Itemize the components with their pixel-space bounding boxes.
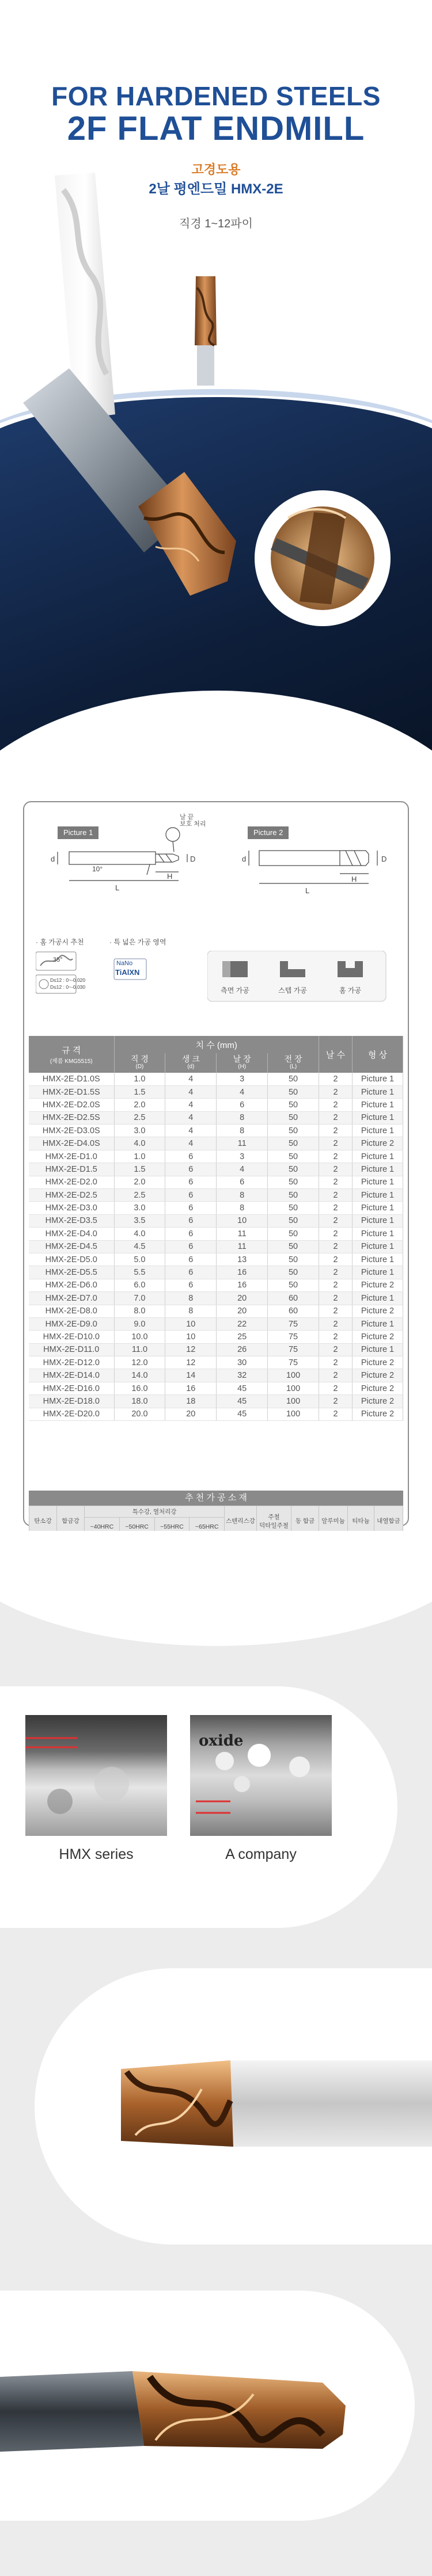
table-cell: 100 bbox=[268, 1382, 319, 1394]
col-dia-sym: (D) bbox=[135, 1064, 144, 1070]
table-cell: 8 bbox=[217, 1111, 268, 1124]
table-cell: 2 bbox=[319, 1292, 353, 1305]
table-cell: Picture 1 bbox=[353, 1317, 403, 1330]
table-cell: 2 bbox=[319, 1305, 353, 1317]
table-cell: 2 bbox=[319, 1253, 353, 1266]
hmx-micrograph bbox=[25, 1715, 167, 1836]
table-cell: HMX-2E-D4.5 bbox=[29, 1240, 114, 1253]
dim-d-2: d bbox=[242, 855, 247, 863]
table-cell: 6 bbox=[165, 1240, 217, 1253]
table-cell: 12.0 bbox=[114, 1356, 165, 1369]
table-cell: 2 bbox=[319, 1073, 353, 1085]
col-total-len-sym: (L) bbox=[289, 1064, 297, 1070]
table-row bbox=[29, 1382, 403, 1394]
table-cell: 2 bbox=[319, 1408, 353, 1420]
dim-L-1: L bbox=[115, 883, 120, 892]
table-cell: 2 bbox=[319, 1163, 353, 1176]
table-cell: 45 bbox=[217, 1408, 268, 1420]
table-cell: 16 bbox=[165, 1382, 217, 1394]
table-cell: 11 bbox=[217, 1228, 268, 1240]
table-cell: 50 bbox=[268, 1279, 319, 1291]
table-cell: 50 bbox=[268, 1073, 319, 1085]
table-cell: Picture 1 bbox=[353, 1150, 403, 1163]
table-cell: 2.5 bbox=[114, 1189, 165, 1202]
table-cell: HMX-2E-D14.0 bbox=[29, 1369, 114, 1382]
col-shank-sym: (d) bbox=[187, 1064, 195, 1070]
endmill-photo-2 bbox=[0, 2291, 397, 2521]
dim-H-1: H bbox=[167, 872, 173, 881]
table-cell: Picture 1 bbox=[353, 1176, 403, 1188]
hardness-50: ~50HRC bbox=[119, 1518, 154, 1536]
table-cell: 6 bbox=[165, 1253, 217, 1266]
table-cell: 32 bbox=[217, 1369, 268, 1382]
table-cell: Picture 1 bbox=[353, 1163, 403, 1176]
mat-cast-iron: 주철 덕타일주철 bbox=[257, 1506, 291, 1536]
table-cell: 2.0 bbox=[114, 1176, 165, 1188]
table-cell: HMX-2E-D1.0 bbox=[29, 1150, 114, 1163]
table-cell: Picture 2 bbox=[353, 1408, 403, 1420]
table-cell: HMX-2E-D5.5 bbox=[29, 1266, 114, 1279]
diameter-range: 직경 1~12파이 bbox=[179, 218, 253, 230]
picture2-label: Picture 2 bbox=[248, 826, 289, 839]
table-cell: 8 bbox=[165, 1292, 217, 1305]
website-url[interactable]: cnctool.co.kr bbox=[179, 710, 253, 725]
hero-subtitle: 고경도용 bbox=[191, 162, 241, 177]
table-cell: 50 bbox=[268, 1266, 319, 1279]
mat-titanium: 티타늄 bbox=[348, 1506, 374, 1536]
table-cell: 2 bbox=[319, 1331, 353, 1343]
table-row bbox=[29, 1099, 403, 1111]
table-row bbox=[29, 1408, 403, 1420]
table-cell: 2 bbox=[319, 1356, 353, 1369]
table-cell: Picture 2 bbox=[353, 1137, 403, 1150]
oxide-label: oxide bbox=[199, 1732, 244, 1750]
table-cell: 12 bbox=[165, 1343, 217, 1356]
table-cell: Picture 1 bbox=[353, 1111, 403, 1124]
hero-title-line2: 2F FLAT ENDMILL bbox=[67, 110, 365, 147]
table-cell: 50 bbox=[268, 1111, 319, 1124]
table-cell: 13 bbox=[217, 1253, 268, 1266]
mat-carbon-steel: 탄소강 bbox=[29, 1506, 57, 1536]
table-row bbox=[29, 1279, 403, 1291]
table-cell: Picture 2 bbox=[353, 1356, 403, 1369]
table-cell: 2 bbox=[319, 1111, 353, 1124]
edge-protection-note: 날 끝 보호 처리 bbox=[180, 814, 206, 828]
table-cell: HMX-2E-D7.0 bbox=[29, 1292, 114, 1305]
table-cell: HMX-2E-D1.0S bbox=[29, 1073, 114, 1085]
table-cell: 6 bbox=[165, 1202, 217, 1214]
table-row bbox=[29, 1240, 403, 1253]
endmill-photo-1 bbox=[35, 1968, 432, 2245]
table-cell: 20 bbox=[165, 1408, 217, 1420]
process-slot: 홈 가공 bbox=[339, 986, 362, 994]
table-cell: 50 bbox=[268, 1202, 319, 1214]
table-cell: 50 bbox=[268, 1125, 319, 1137]
table-cell: 4 bbox=[165, 1125, 217, 1137]
mat-alloy-steel: 합금강 bbox=[57, 1506, 85, 1536]
dim-D-2: D bbox=[381, 855, 387, 863]
recommended-materials-title: 추 천 가 공 소 재 bbox=[29, 1491, 403, 1506]
spec-table bbox=[29, 1036, 403, 1421]
table-cell: 2 bbox=[319, 1343, 353, 1356]
table-cell: 11 bbox=[217, 1137, 268, 1150]
table-cell: Picture 1 bbox=[353, 1343, 403, 1356]
side-milling-icon bbox=[222, 961, 248, 977]
table-cell: 6 bbox=[165, 1150, 217, 1163]
col-shank bbox=[165, 1053, 217, 1073]
table-row bbox=[29, 1356, 403, 1369]
table-row bbox=[29, 1343, 403, 1356]
table-cell: Picture 1 bbox=[353, 1125, 403, 1137]
legend-special-area: · 특 넓은 가공 영역 bbox=[109, 938, 166, 946]
table-row bbox=[29, 1395, 403, 1408]
table-cell: HMX-2E-D2.0 bbox=[29, 1176, 114, 1188]
table-cell: 16.0 bbox=[114, 1382, 165, 1394]
spec-table-body bbox=[29, 1073, 403, 1421]
table-cell: HMX-2E-D2.0S bbox=[29, 1099, 114, 1111]
table-cell: 8 bbox=[217, 1202, 268, 1214]
coating-name: TiAlXN bbox=[115, 968, 140, 977]
process-side: 측면 가공 bbox=[221, 986, 249, 994]
table-cell: 4 bbox=[165, 1111, 217, 1124]
table-cell: 2 bbox=[319, 1125, 353, 1137]
table-cell: 11.0 bbox=[114, 1343, 165, 1356]
table-cell: 2 bbox=[319, 1099, 353, 1111]
table-cell: 6 bbox=[165, 1228, 217, 1240]
table-cell: 6 bbox=[165, 1163, 217, 1176]
table-row bbox=[29, 1150, 403, 1163]
table-cell: 2 bbox=[319, 1189, 353, 1202]
table-cell: 1.0 bbox=[114, 1150, 165, 1163]
table-cell: Picture 1 bbox=[353, 1240, 403, 1253]
col-flutes: 날 수 bbox=[319, 1036, 353, 1073]
table-cell: 14 bbox=[165, 1369, 217, 1382]
table-cell: 6 bbox=[165, 1279, 217, 1291]
table-cell: 2.0 bbox=[114, 1099, 165, 1111]
technical-drawings bbox=[46, 817, 397, 904]
table-cell: HMX-2E-D2.5S bbox=[29, 1111, 114, 1124]
col-flute-len bbox=[217, 1053, 268, 1073]
table-cell: 10.0 bbox=[114, 1331, 165, 1343]
table-cell: 3.0 bbox=[114, 1202, 165, 1214]
table-cell: Picture 1 bbox=[353, 1253, 403, 1266]
table-cell: 14.0 bbox=[114, 1369, 165, 1382]
table-cell: 6 bbox=[165, 1176, 217, 1188]
col-dia-label: 직 경 bbox=[130, 1054, 149, 1064]
table-cell: HMX-2E-D9.0 bbox=[29, 1317, 114, 1330]
table-row bbox=[29, 1331, 403, 1343]
table-row bbox=[29, 1085, 403, 1098]
angle-label: 10° bbox=[92, 865, 103, 873]
table-cell: 16 bbox=[217, 1266, 268, 1279]
mat-aluminum: 알루미늄 bbox=[319, 1506, 348, 1536]
table-cell: HMX-2E-D1.5 bbox=[29, 1163, 114, 1176]
table-cell: 2 bbox=[319, 1085, 353, 1098]
hardness-40: ~40HRC bbox=[85, 1518, 120, 1536]
table-cell: 45 bbox=[217, 1395, 268, 1408]
table-cell: HMX-2E-D20.0 bbox=[29, 1408, 114, 1420]
hardness-55: ~55HRC bbox=[154, 1518, 190, 1536]
table-cell: Picture 1 bbox=[353, 1266, 403, 1279]
table-cell: 2 bbox=[319, 1240, 353, 1253]
table-cell: 75 bbox=[268, 1331, 319, 1343]
table-cell: Picture 1 bbox=[353, 1292, 403, 1305]
table-cell: HMX-2E-D16.0 bbox=[29, 1382, 114, 1394]
table-cell: 6 bbox=[217, 1099, 268, 1111]
table-cell: 4.0 bbox=[114, 1137, 165, 1150]
table-cell: 50 bbox=[268, 1214, 319, 1227]
endmill-tip-closeup bbox=[255, 490, 391, 626]
table-cell: 16 bbox=[217, 1279, 268, 1291]
helix-angle: 35° bbox=[53, 957, 63, 963]
table-cell: Picture 2 bbox=[353, 1331, 403, 1343]
table-cell: 4.0 bbox=[114, 1228, 165, 1240]
table-cell: 4.5 bbox=[114, 1240, 165, 1253]
table-cell: 2 bbox=[319, 1137, 353, 1150]
table-cell: 2.5 bbox=[114, 1111, 165, 1124]
picture1-label: Picture 1 bbox=[58, 826, 98, 839]
table-cell: 8 bbox=[165, 1305, 217, 1317]
table-cell: Picture 1 bbox=[353, 1099, 403, 1111]
col-dimension-group: 치 수 (mm) bbox=[114, 1036, 319, 1053]
table-cell: Picture 1 bbox=[353, 1073, 403, 1085]
table-cell: 6 bbox=[165, 1214, 217, 1227]
table-cell: 26 bbox=[217, 1343, 268, 1356]
table-cell: 2 bbox=[319, 1266, 353, 1279]
table-cell: 10 bbox=[217, 1214, 268, 1227]
dim-D-1: D bbox=[190, 855, 196, 863]
table-cell: HMX-2E-D3.0S bbox=[29, 1125, 114, 1137]
table-cell: 2 bbox=[319, 1369, 353, 1382]
table-cell: 60 bbox=[268, 1292, 319, 1305]
table-cell: Picture 1 bbox=[353, 1085, 403, 1098]
table-cell: 2 bbox=[319, 1214, 353, 1227]
table-cell: 18.0 bbox=[114, 1395, 165, 1408]
copper-endmill-large bbox=[23, 368, 236, 596]
table-cell: Picture 1 bbox=[353, 1189, 403, 1202]
table-cell: Picture 1 bbox=[353, 1214, 403, 1227]
table-row bbox=[29, 1369, 403, 1382]
mat-copper-alloy: 동 합금 bbox=[291, 1506, 319, 1536]
table-cell: Picture 2 bbox=[353, 1369, 403, 1382]
table-cell: 50 bbox=[268, 1163, 319, 1176]
table-cell: 4 bbox=[165, 1085, 217, 1098]
table-row bbox=[29, 1163, 403, 1176]
tolerance-2: D≤12 : 0~-0.030 bbox=[50, 984, 86, 990]
table-cell: 4 bbox=[217, 1163, 268, 1176]
table-cell: 75 bbox=[268, 1317, 319, 1330]
dim-L-2: L bbox=[305, 886, 310, 895]
table-cell: HMX-2E-D2.5 bbox=[29, 1189, 114, 1202]
table-cell: 1.5 bbox=[114, 1085, 165, 1098]
table-cell: 9.0 bbox=[114, 1317, 165, 1330]
process-step: 스텝 가공 bbox=[278, 986, 307, 994]
drawing-picture2 bbox=[249, 851, 377, 883]
table-cell: 2 bbox=[319, 1150, 353, 1163]
table-row bbox=[29, 1073, 403, 1085]
table-cell: 6 bbox=[217, 1176, 268, 1188]
table-cell: HMX-2E-D18.0 bbox=[29, 1395, 114, 1408]
hero-section bbox=[0, 0, 432, 771]
dim-d-1: d bbox=[51, 855, 55, 863]
copper-endmill-small bbox=[195, 276, 217, 386]
table-cell: 6.0 bbox=[114, 1279, 165, 1291]
table-cell: 20 bbox=[217, 1305, 268, 1317]
table-cell: 12 bbox=[165, 1356, 217, 1369]
table-cell: 8 bbox=[217, 1189, 268, 1202]
table-cell: HMX-2E-D5.0 bbox=[29, 1253, 114, 1266]
table-cell: 4 bbox=[165, 1073, 217, 1085]
table-cell: 3.0 bbox=[114, 1125, 165, 1137]
product-name: 2날 평엔드밀 HMX-2E bbox=[149, 181, 283, 197]
hmx-micrograph-texture bbox=[25, 1715, 167, 1836]
table-row bbox=[29, 1317, 403, 1330]
table-cell: Picture 2 bbox=[353, 1305, 403, 1317]
table-cell: 3.5 bbox=[114, 1214, 165, 1227]
col-shape: 형 상 bbox=[353, 1036, 403, 1073]
table-cell: 30 bbox=[217, 1356, 268, 1369]
table-cell: 100 bbox=[268, 1395, 319, 1408]
table-cell: 2 bbox=[319, 1395, 353, 1408]
table-row bbox=[29, 1125, 403, 1137]
table-cell: 45 bbox=[217, 1382, 268, 1394]
col-flute-len-label: 날 장 bbox=[233, 1054, 251, 1064]
table-cell: 1.5 bbox=[114, 1163, 165, 1176]
table-cell: Picture 2 bbox=[353, 1382, 403, 1394]
table-cell: 50 bbox=[268, 1137, 319, 1150]
table-row bbox=[29, 1228, 403, 1240]
table-row bbox=[29, 1202, 403, 1214]
a-company-label: A company bbox=[225, 1846, 297, 1862]
table-cell: 7.0 bbox=[114, 1292, 165, 1305]
table-cell: 100 bbox=[268, 1408, 319, 1420]
col-spec-sub: (제품 KMG5515) bbox=[50, 1058, 93, 1065]
mat-special-steel: 특수강, 열처리강 bbox=[85, 1506, 225, 1518]
table-cell: 75 bbox=[268, 1356, 319, 1369]
table-row bbox=[29, 1305, 403, 1317]
table-cell: 75 bbox=[268, 1343, 319, 1356]
coating-brand: NaNo bbox=[116, 960, 133, 967]
hero-title-line1: FOR HARDENED STEELS bbox=[51, 81, 381, 111]
table-row bbox=[29, 1214, 403, 1227]
table-cell: HMX-2E-D3.0 bbox=[29, 1202, 114, 1214]
table-cell: 8.0 bbox=[114, 1305, 165, 1317]
table-cell: HMX-2E-D6.0 bbox=[29, 1279, 114, 1291]
tolerance-1: D≤12 : 0~-0.020 bbox=[50, 977, 86, 983]
table-cell: 2 bbox=[319, 1382, 353, 1394]
table-cell: Picture 2 bbox=[353, 1395, 403, 1408]
table-cell: 50 bbox=[268, 1085, 319, 1098]
table-row bbox=[29, 1189, 403, 1202]
table-cell: Picture 2 bbox=[353, 1279, 403, 1291]
table-cell: HMX-2E-D8.0 bbox=[29, 1305, 114, 1317]
table-cell: 18 bbox=[165, 1395, 217, 1408]
table-row bbox=[29, 1292, 403, 1305]
table-cell: HMX-2E-D10.0 bbox=[29, 1331, 114, 1343]
table-cell: 25 bbox=[217, 1331, 268, 1343]
table-cell: 4 bbox=[217, 1085, 268, 1098]
table-cell: 6 bbox=[165, 1189, 217, 1202]
table-cell: 3 bbox=[217, 1073, 268, 1085]
col-shank-label: 생 크 bbox=[181, 1054, 200, 1064]
table-cell: HMX-2E-D4.0 bbox=[29, 1228, 114, 1240]
table-cell: 50 bbox=[268, 1228, 319, 1240]
table-cell: 50 bbox=[268, 1189, 319, 1202]
table-row bbox=[29, 1111, 403, 1124]
hmx-series-label: HMX series bbox=[59, 1846, 134, 1862]
table-cell: HMX-2E-D11.0 bbox=[29, 1343, 114, 1356]
table-cell: 2 bbox=[319, 1317, 353, 1330]
table-cell: 8 bbox=[217, 1125, 268, 1137]
table-cell: HMX-2E-D1.5S bbox=[29, 1085, 114, 1098]
table-cell: HMX-2E-D12.0 bbox=[29, 1356, 114, 1369]
table-cell: Picture 1 bbox=[353, 1228, 403, 1240]
table-cell: HMX-2E-D3.5 bbox=[29, 1214, 114, 1227]
table-cell: 4 bbox=[165, 1099, 217, 1111]
table-cell: 5.0 bbox=[114, 1253, 165, 1266]
table-cell: 6 bbox=[165, 1266, 217, 1279]
table-cell: 11 bbox=[217, 1240, 268, 1253]
mat-heat-resistant: 내열합금 bbox=[374, 1506, 403, 1536]
table-row bbox=[29, 1253, 403, 1266]
table-cell: 50 bbox=[268, 1253, 319, 1266]
table-cell: 22 bbox=[217, 1317, 268, 1330]
col-dia bbox=[114, 1053, 165, 1073]
table-cell: 2 bbox=[319, 1279, 353, 1291]
col-flute-len-sym: (H) bbox=[238, 1064, 247, 1070]
table-cell: 2 bbox=[319, 1202, 353, 1214]
table-cell: 60 bbox=[268, 1305, 319, 1317]
table-cell: HMX-2E-D4.0S bbox=[29, 1137, 114, 1150]
mat-stainless: 스텐리스강 bbox=[225, 1506, 257, 1536]
table-cell: 5.5 bbox=[114, 1266, 165, 1279]
table-row bbox=[29, 1137, 403, 1150]
col-total-len bbox=[268, 1053, 319, 1073]
table-cell: 100 bbox=[268, 1369, 319, 1382]
table-cell: 50 bbox=[268, 1176, 319, 1188]
table-cell: 50 bbox=[268, 1150, 319, 1163]
table-row bbox=[29, 1176, 403, 1188]
table-cell: 10 bbox=[165, 1331, 217, 1343]
table-cell: 50 bbox=[268, 1240, 319, 1253]
table-cell: 3 bbox=[217, 1150, 268, 1163]
dim-H-2: H bbox=[351, 875, 357, 883]
legend-groove-recommend: · 홈 가공시 추천 bbox=[36, 938, 84, 946]
table-cell: 4 bbox=[165, 1137, 217, 1150]
table-cell: 10 bbox=[165, 1317, 217, 1330]
table-cell: 20.0 bbox=[114, 1408, 165, 1420]
table-cell: Picture 1 bbox=[353, 1202, 403, 1214]
col-spec bbox=[29, 1036, 114, 1073]
table-cell: 2 bbox=[319, 1228, 353, 1240]
table-cell: 1.0 bbox=[114, 1073, 165, 1085]
col-total-len-label: 전 장 bbox=[284, 1054, 302, 1064]
col-spec-label: 규 격 bbox=[62, 1046, 81, 1055]
table-cell: 50 bbox=[268, 1099, 319, 1111]
table-row bbox=[29, 1266, 403, 1279]
table-cell: 2 bbox=[319, 1176, 353, 1188]
hardness-65: ~65HRC bbox=[190, 1518, 225, 1536]
table-cell: 20 bbox=[217, 1292, 268, 1305]
